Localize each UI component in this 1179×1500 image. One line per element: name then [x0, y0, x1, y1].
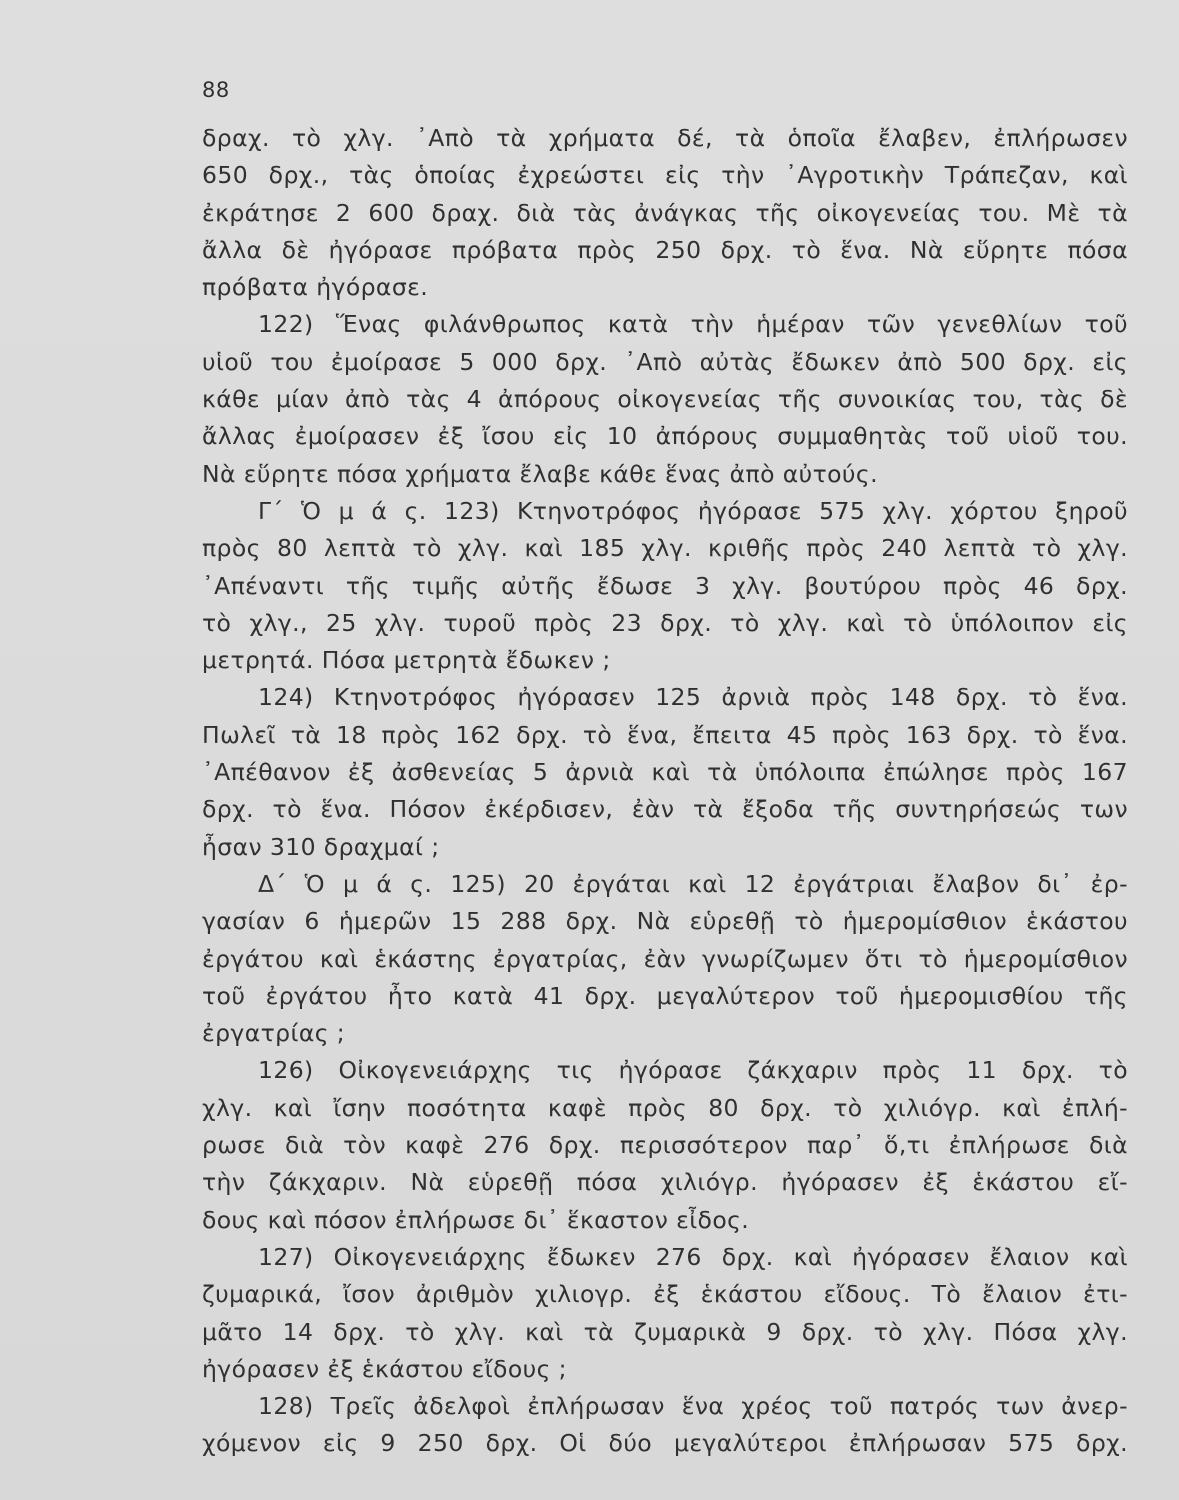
text-line: Δ΄ Ὁ μ ά ς. 125) 20 ἐργάται καὶ 12 ἐργάτριαι ἔλαβον δι᾽ ἐρ-	[258, 869, 1128, 898]
text-line: ἠγόρασεν ἐξ ἑκάστου εἴδους ;	[202, 1354, 567, 1383]
text-line: πρόβατα ἠγόρασε.	[202, 273, 429, 302]
text-line: Νὰ εὕρητε πόσα χρήματα ἔλαβε κάθε ἕνας ἀπὸ αὐτούς.	[202, 459, 878, 488]
text-line: τοῦ ἐργάτου ἦτο κατὰ 41 δρχ. μεγαλύτερον τοῦ ἡμερομισθίου τῆς	[202, 981, 1128, 1010]
text-line: δραχ. τὸ χλγ. ᾽Απὸ τὰ χρήματα δέ, τὰ ὁποῖα ἔλαβεν, ἐπλήρωσεν	[202, 124, 1128, 152]
text-line: 124) Κτηνοτρόφος ἠγόρασεν 125 ἀρνιὰ πρὸς 148 δρχ. τὸ ἕνα.	[258, 683, 1128, 712]
text-line: ἐργάτου καὶ ἑκάστης ἐργατρίας, ἐὰν γνωρίζωμεν ὅτι τὸ ἡμερομίσθιον	[202, 944, 1128, 973]
text-line: Πωλεῖ τὰ 18 πρὸς 162 δρχ. τὸ ἕνα, ἔπειτα 45 πρὸς 163 δρχ. τὸ ἕνα.	[202, 720, 1128, 749]
text-line: τὴν ζάκχαριν. Νὰ εὑρεθῇ πόσα χιλιόγρ. ἠγόρασεν ἐξ ἑκάστου εἴ-	[202, 1168, 1128, 1197]
text-line: ἐργατρίας ;	[202, 1019, 346, 1048]
body-text	[202, 120, 1128, 1463]
page-number: 88	[202, 78, 230, 102]
text-line: μετρητά. Πόσα μετρητὰ ἔδωκεν ;	[202, 646, 611, 675]
text-line: υἱοῦ του ἐμοίρασε 5 000 δρχ. ᾽Απὸ αὐτὰς ἔδωκεν ἀπὸ 500 δρχ. εἰς	[202, 347, 1128, 376]
text-line: ρωσε διὰ τὸν καφὲ 276 δρχ. περισσότερον παρ᾽ ὅ,τι ἐπλήρωσε διὰ	[202, 1131, 1128, 1160]
text-line: 127) Οἰκογενειάρχης ἔδωκεν 276 δρχ. καὶ ἠγόρασεν ἔλαιον καὶ	[258, 1242, 1128, 1271]
text-line: ἄλλα δὲ ἠγόρασε πρόβατα πρὸς 250 δρχ. τὸ ἕνα. Νὰ εὕρητε πόσα	[202, 235, 1128, 264]
text-line: 650 δρχ., τὰς ὁποίας ἐχρεώστει εἰς τὴν ᾽Αγροτικὴν Τράπεζαν, καὶ	[202, 161, 1128, 190]
text-line: μᾶτο 14 δρχ. τὸ χλγ. καὶ τὰ ζυμαρικὰ 9 δρχ. τὸ χλγ. Πόσα χλγ.	[202, 1317, 1128, 1346]
text-line: ζυμαρικά, ἴσον ἀριθμὸν χιλιογρ. ἐξ ἑκάστου εἴδους. Τὸ ἔλαιον ἐτι-	[202, 1280, 1128, 1309]
text-line: δους καὶ πόσον ἐπλήρωσε δι᾽ ἕκαστον εἶδος.	[202, 1205, 750, 1234]
text-line: ᾽Απέναντι τῆς τιμῆς αὐτῆς ἔδωσε 3 χλγ. βουτύρου πρὸς 46 δρχ.	[202, 571, 1128, 600]
text-line: ἄλλας ἐμοίρασεν ἐξ ἴσου εἰς 10 ἀπόρους συμμαθητὰς τοῦ υἱοῦ του.	[202, 422, 1128, 451]
text-line: Γ΄ Ὁ μ ά ς. 123) Κτηνοτρόφος ἠγόρασε 575 χλγ. χόρτου ξηροῦ	[258, 496, 1128, 525]
text-line: δρχ. τὸ ἕνα. Πόσον ἐκέρδισεν, ἐὰν τὰ ἔξοδα τῆς συντηρήσεώς των	[202, 795, 1128, 824]
text-line: ᾽Απέθανον ἐξ ἀσθενείας 5 ἀρνιὰ καὶ τὰ ὑπόλοιπα ἐπώλησε πρὸς 167	[202, 758, 1128, 787]
text-line: χλγ. καὶ ἴσην ποσότητα καφὲ πρὸς 80 δρχ. τὸ χιλιόγρ. καὶ ἐπλή-	[202, 1093, 1128, 1122]
text-line: χόμενον εἰς 9 250 δρχ. Οἱ δύο μεγαλύτεροι ἐπλήρωσαν 575 δρχ.	[202, 1429, 1128, 1458]
text-line: γασίαν 6 ἡμερῶν 15 288 δρχ. Νὰ εὑρεθῇ τὸ ἡμερομίσθιον ἑκάστου	[202, 907, 1128, 936]
text-line: 122) Ἕνας φιλάνθρωπος κατὰ τὴν ἡμέραν τῶν γενεθλίων τοῦ	[258, 310, 1128, 339]
text-line: 128) Τρεῖς ἀδελφοὶ ἐπλήρωσαν ἕνα χρέος τοῦ πατρός των ἀνερ-	[258, 1392, 1128, 1421]
text-line: πρὸς 80 λεπτὰ τὸ χλγ. καὶ 185 χλγ. κριθῆς πρὸς 240 λεπτὰ τὸ χλγ.	[202, 534, 1128, 563]
text-line: 126) Οἰκογενειάρχης τις ἠγόρασε ζάκχαριν πρὸς 11 δρχ. τὸ	[258, 1056, 1128, 1085]
text-line: ἐκράτησε 2 600 δραχ. διὰ τὰς ἀνάγκας τῆς οἰκογενείας του. Μὲ τὰ	[202, 198, 1128, 227]
text-line: τὸ χλγ., 25 χλγ. τυροῦ πρὸς 23 δρχ. τὸ χλγ. καὶ τὸ ὑπόλοιπον εἰς	[202, 608, 1128, 637]
text-line: ἦσαν 310 δραχμαί ;	[202, 832, 440, 861]
text-line: κάθε μίαν ἀπὸ τὰς 4 ἀπόρους οἰκογενείας τῆς συνοικίας του, τὰς δὲ	[202, 385, 1128, 414]
